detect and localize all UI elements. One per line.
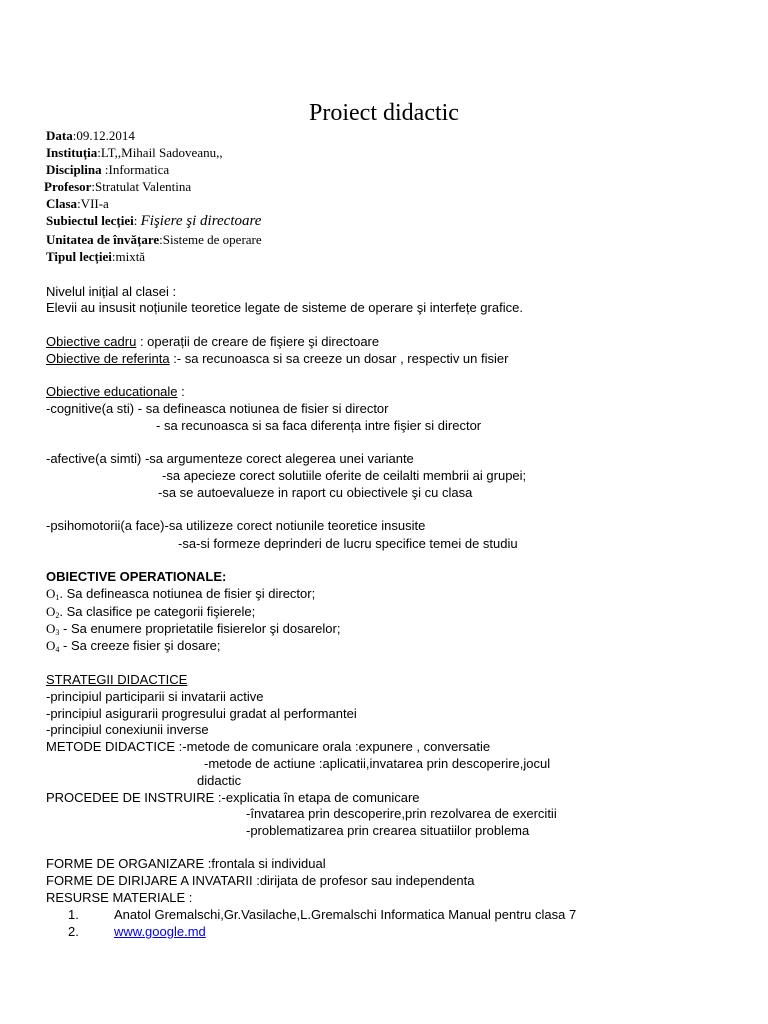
resursa-2: 2. www.google.md xyxy=(68,924,206,939)
metode-text-1: :-metode de comunicare orala :expunere , conversatie xyxy=(175,739,491,754)
header-value: : xyxy=(133,213,141,228)
resurse-materiale: RESURSE MATERIALE : xyxy=(46,890,193,905)
metode-didactice xyxy=(46,739,490,755)
psihomotorii-line-1: -psihomotorii(a face)-sa utilizeze corect notiunile teoretice insusite xyxy=(46,518,426,533)
header-line xyxy=(46,249,145,265)
resursa-1: 1. Anatol Gremalschi,Gr.Vasilache,L.Gremalschi Informatica Manual pentru clasa 7 xyxy=(68,907,577,922)
strategii-heading: STRATEGII DIDACTICE xyxy=(46,672,188,687)
header-value: :Sisteme de operare xyxy=(159,232,262,247)
obiective-cadru-text: : operații de creare de fişiere şi directoare xyxy=(136,334,380,349)
header-label: Subiectul lecției xyxy=(46,213,134,228)
obiective-cadru-label: Obiective cadru xyxy=(46,334,137,349)
principiu-3: -principiul conexiunii inverse xyxy=(46,722,209,737)
metode-text-2: -metode de actiune :aplicatii,invatarea prin descoperire,jocul xyxy=(204,756,551,771)
cognitive-line-1: -cognitive(a sti) - sa defineasca notiunea de fisier si director xyxy=(46,401,389,416)
psihomotorii-line-2: -sa-si formeze deprinderi de lucru specifice temei de studiu xyxy=(178,536,518,551)
obiectiv-operational: $O_3$ - Sa enumere proprietatile fisierelor şi dosarelor; xyxy=(46,621,341,637)
metode-label: METODE DIDACTICE xyxy=(46,739,176,754)
header-line xyxy=(46,128,135,144)
header-line xyxy=(46,196,109,212)
header-line xyxy=(44,179,191,195)
header-line xyxy=(46,162,169,178)
principiu-1: -principiul participarii si invatarii active xyxy=(46,689,264,704)
header-value: :LT,,Mihail Sadoveanu,, xyxy=(97,145,223,160)
header-value: :mixtă xyxy=(111,249,146,264)
obiective-educationale-suffix: : xyxy=(177,384,185,399)
header-line xyxy=(46,213,261,229)
document-title: Proiect didactic xyxy=(309,100,459,126)
header-value: :09.12.2014 xyxy=(72,128,135,143)
header-label: Profesor xyxy=(44,179,92,194)
afective-line-3: -sa se autoevalueze in raport cu obiectivele şi cu clasa xyxy=(158,485,473,500)
obiectiv-operational: $O_1$. Sa defineasca notiunea de fisier şi director; xyxy=(46,586,316,602)
nivel-line-2: Elevii au insusit noțiunile teoretice legate de sisteme de operare şi interfețe grafice. xyxy=(46,300,523,315)
nivel-line-1: Nivelul inițial al clasei : xyxy=(46,284,177,299)
obiective-educationale xyxy=(46,384,185,400)
procedee-text-1: :-explicatia în etapa de comunicare xyxy=(214,790,420,805)
header-italic-value: Fişiere şi directoare xyxy=(140,213,262,229)
obiective-educationale-label: Obiective educationale xyxy=(46,384,178,399)
procedee-text-2: -învatarea prin descoperire,prin rezolvarea de exercitii xyxy=(246,806,557,821)
cognitive-line-2: - sa recunoasca si sa faca diferența intre fişier si director xyxy=(156,418,482,433)
obiectiv-operational: $O_2$. Sa clasifice pe categorii fişierele; xyxy=(46,604,256,620)
forme-organizare: FORME DE ORGANIZARE :frontala si individual xyxy=(46,856,326,871)
google-link[interactable]: www.google.md xyxy=(114,924,206,939)
obiective-cadru xyxy=(46,334,379,350)
obiective-referinta-text: :- sa recunoasca si sa creeze un dosar , respectiv un fisier xyxy=(169,351,509,366)
obiective-referinta xyxy=(46,351,508,367)
afective-line-1: -afective(a simti) -sa argumenteze corect alegerea unei variante xyxy=(46,451,414,466)
header-label: Data xyxy=(46,128,73,143)
header-line xyxy=(46,232,262,248)
metode-text-3: didactic xyxy=(197,773,242,788)
principiu-2: -principiul asigurarii progresului gradat al performantei xyxy=(46,706,357,721)
procedee-text-3: -problematizarea prin crearea situatiilor problema xyxy=(246,823,530,838)
header-label: Instituția xyxy=(46,145,98,160)
header-label: Clasa xyxy=(46,196,78,211)
obiective-operationale-heading: OBIECTIVE OPERATIONALE: xyxy=(46,569,227,584)
procedee-label: PROCEDEE DE INSTRUIRE xyxy=(46,790,215,805)
header-label: Tipul lecției xyxy=(46,249,112,264)
header-label: Disciplina xyxy=(46,162,102,177)
obiective-referinta-label: Obiective de referinta xyxy=(46,351,170,366)
afective-line-2: -sa apecieze corect solutiile oferite de ceilalti membrii ai grupei; xyxy=(162,468,527,483)
header-line xyxy=(46,145,223,161)
header-value: :VII-a xyxy=(77,196,109,211)
header-value: :Informatica xyxy=(101,162,170,177)
header-label: Unitatea de învățare xyxy=(46,232,160,247)
procedee-instruire xyxy=(46,790,420,806)
forme-dirijare: FORME DE DIRIJARE A INVATARII :dirijata de profesor sau independenta xyxy=(46,873,475,888)
obiectiv-operational: $O_4$ - Sa creeze fisier şi dosare; xyxy=(46,638,221,654)
header-value: :Stratulat Valentina xyxy=(91,179,192,194)
